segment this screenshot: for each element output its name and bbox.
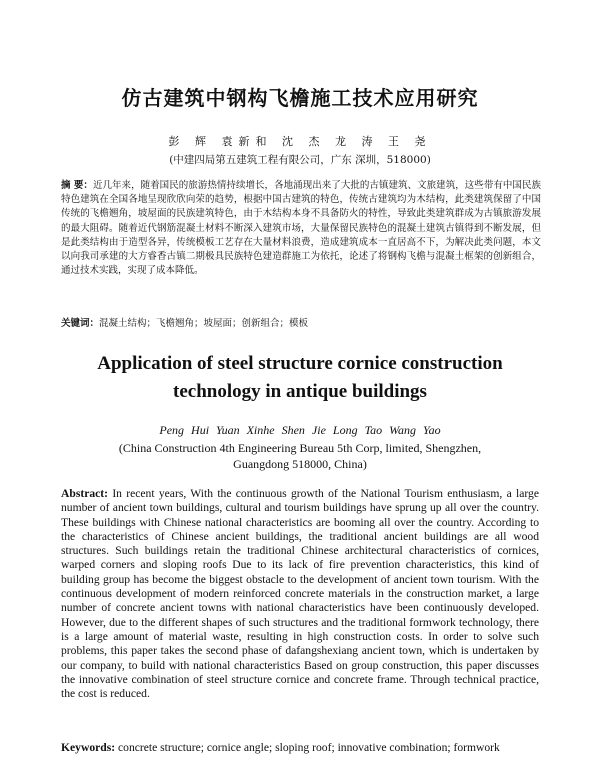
english-affiliation-line-1: (China Construction 4th Engineering Bureau 5th Corp, limited, Shengzhen, xyxy=(118,441,482,455)
chinese-abstract-label: 摘 要： xyxy=(61,180,93,191)
english-title-line-1: Application of steel structure cornice construction xyxy=(97,353,503,374)
english-affiliation-line-2: Guangdong 518000, China) xyxy=(233,457,367,471)
english-abstract-label: Abstract: xyxy=(61,487,109,500)
chinese-title: 仿古建筑中钢构飞檐施工技术应用研究 xyxy=(121,86,479,110)
english-title xyxy=(0,350,600,406)
english-abstract-text: In recent years, With the continuous growth of the National Tourism enthusiasm, a large number of ancient town buildings, cultural and tourism buildings have sprung up all over the country. These buildings with Chinese national characteristics are booming all over the country. According to the characteristics of Chinese ancient buildings, the traditional ancient buildings are all wood structures. Such buildings retain the traditional Chinese architectural characteristics of cornices, warped corners and sloping roofs Due to its lack of fire prevention characteristics, this kind of building group has become the biggest obstacle to the development of ancient town tourism. With the continuous development of modern reinforced concrete materials in the construction market, a large number of concrete ancient towns with national characteristics have been continuously developed. However, due to the different shapes of such structures and the traditional formwork technology, there is a large amount of material waste, resulting in high construction costs. In order to solve such problems, this paper takes the second phase of dafangshexiang ancient town, which is undertaken by our company, to build with national characteristics Based on group construction, this paper discusses the innovative combination of steel structure cornice and concrete frame. Through technical practice, the cost is reduced. xyxy=(61,487,539,701)
english-keywords-label: Keywords: xyxy=(61,741,116,754)
english-keywords xyxy=(61,741,539,755)
chinese-keywords-text: 混凝土结构；飞檐翘角；坡屋面；创新组合；模板 xyxy=(99,318,309,329)
english-affiliation xyxy=(0,440,600,472)
chinese-authors: 彭 辉 袁新和 沈 杰 龙 涛 王 尧 xyxy=(168,135,432,148)
chinese-keywords-label: 关键词： xyxy=(61,318,100,329)
chinese-keywords xyxy=(61,315,541,329)
chinese-abstract-text: 近几年来，随着国民的旅游热情持续增长，各地涌现出来了大批的古镇建筑、文旅建筑，这些带有中国民族特色建筑在全国各地呈现欣欣向荣的趋势，根据中国古建筑的特色，传统古建筑均为木结构，此类建筑保留了中国传统的飞檐翘角，坡屋面的民族建筑特色，由于木结构本身不具备防火的特性，导致此类建筑群成为古镇旅游发展的最大阻碍。随着近代钢筋混凝土材料不断深入建筑市场，大量保留民族特色的混凝土建筑古镇得到不断发展，但是此类结构由于造型各异，传统模板工艺存在大量材料浪费，造成建筑成本一直居高不下，为解决此类问题，本文以向我司承建的大方睿香古镇二期极具民族特色建造群施工为依托，论述了将钢构飞檐与混凝土框架的创新组合，通过技术实践，实现了成本降低。 xyxy=(61,180,541,277)
english-keywords-text: concrete structure; cornice angle; sloping roof; innovative combination; formwork xyxy=(118,741,500,754)
english-abstract xyxy=(61,487,539,701)
chinese-affiliation: (中建四局第五建筑工程有限公司，广东 深圳，518000) xyxy=(169,154,431,166)
chinese-abstract xyxy=(61,179,541,278)
english-authors: Peng Hui Yuan Xinhe Shen Jie Long Tao Wang Yao xyxy=(159,423,441,437)
english-title-line-2: technology in antique buildings xyxy=(173,381,427,402)
